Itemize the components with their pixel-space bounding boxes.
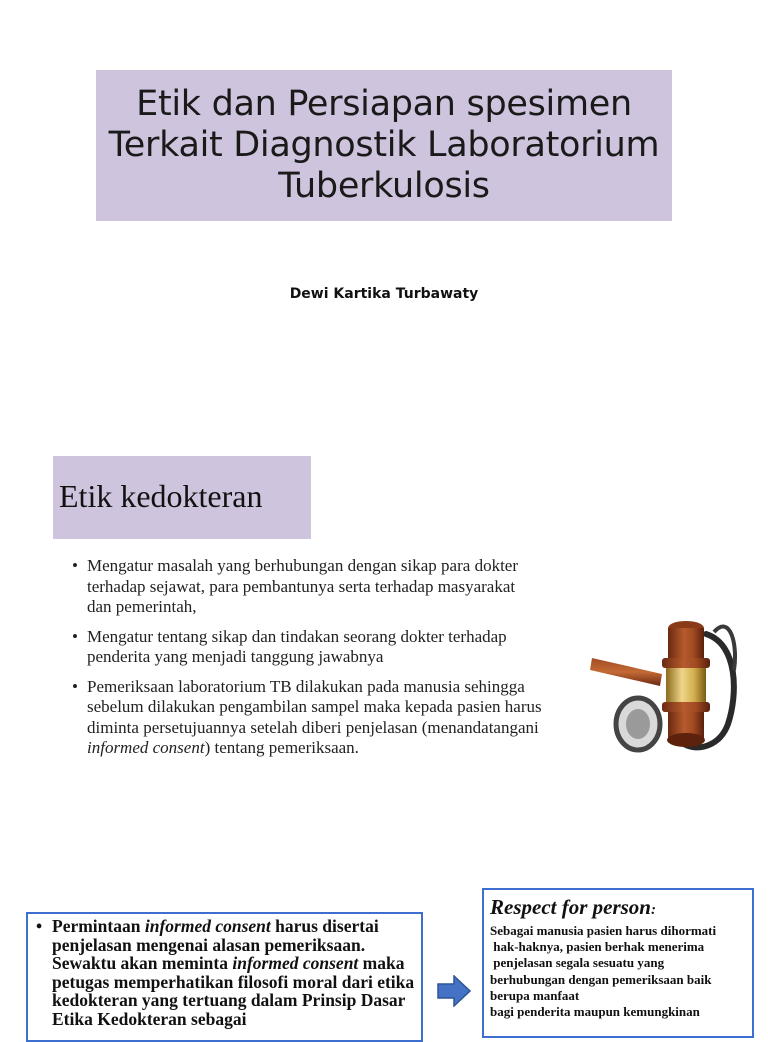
title-line-1: Etik dan Persiapan spesimen — [136, 84, 632, 124]
bullet-item: • Mengatur masalah yang berhubungan dengan sikap para dokter terhadap sejawat, para pembantunya serta terhadap masyarakat dan pemerintah, — [72, 556, 542, 618]
respect-text: Sebagai manusia pasien harus dihormati hak-haknya, pasien berhak menerima penjelasan segala sesuatu yang berhubungan dengan pemeriksaan baik berupa manfaat bagi penderita maupun kemungkinan — [490, 923, 717, 1020]
section-heading: Etik kedokteran — [59, 478, 263, 514]
title-line-3: Tuberkulosis — [278, 166, 490, 206]
informed-consent-box: • Permintaan informed consent harus disertai penjelasan mengenai alasan pemeriksaan. Sewaktu akan meminta informed consent maka petugas memperhatikan filosofi moral dari etika kedokteran yang tertuang dalam Prinsip Dasar Etika Kedokteran sebagai — [26, 912, 423, 1042]
bullet-item: • Pemeriksaan laboratorium TB dilakukan pada manusia sehingga sebelum dilakukan pengambilan sampel maka kepada pasien harus diminta persetujuannya setelah diberi penjelasan (menandatangani informed consent) tentang pemeriksaan. — [72, 677, 542, 759]
bullet-dot: • — [36, 916, 43, 936]
title-banner — [96, 70, 672, 221]
title-line-2: Terkait Diagnostik Laboratorium — [108, 125, 660, 165]
bullet-list — [72, 556, 542, 768]
author-name: Dewi Kartika Turbawaty — [289, 286, 479, 302]
respect-heading: Respect for person: — [490, 895, 656, 919]
gavel-stethoscope-icon — [588, 574, 748, 794]
bullet-item: • Mengatur tentang sikap dan tindakan seorang dokter terhadap penderita yang menjadi tanggung jawabnya — [72, 627, 542, 668]
section-heading-box — [53, 456, 311, 539]
respect-for-person-box — [482, 888, 754, 1038]
arrow-right-icon — [437, 975, 471, 1007]
